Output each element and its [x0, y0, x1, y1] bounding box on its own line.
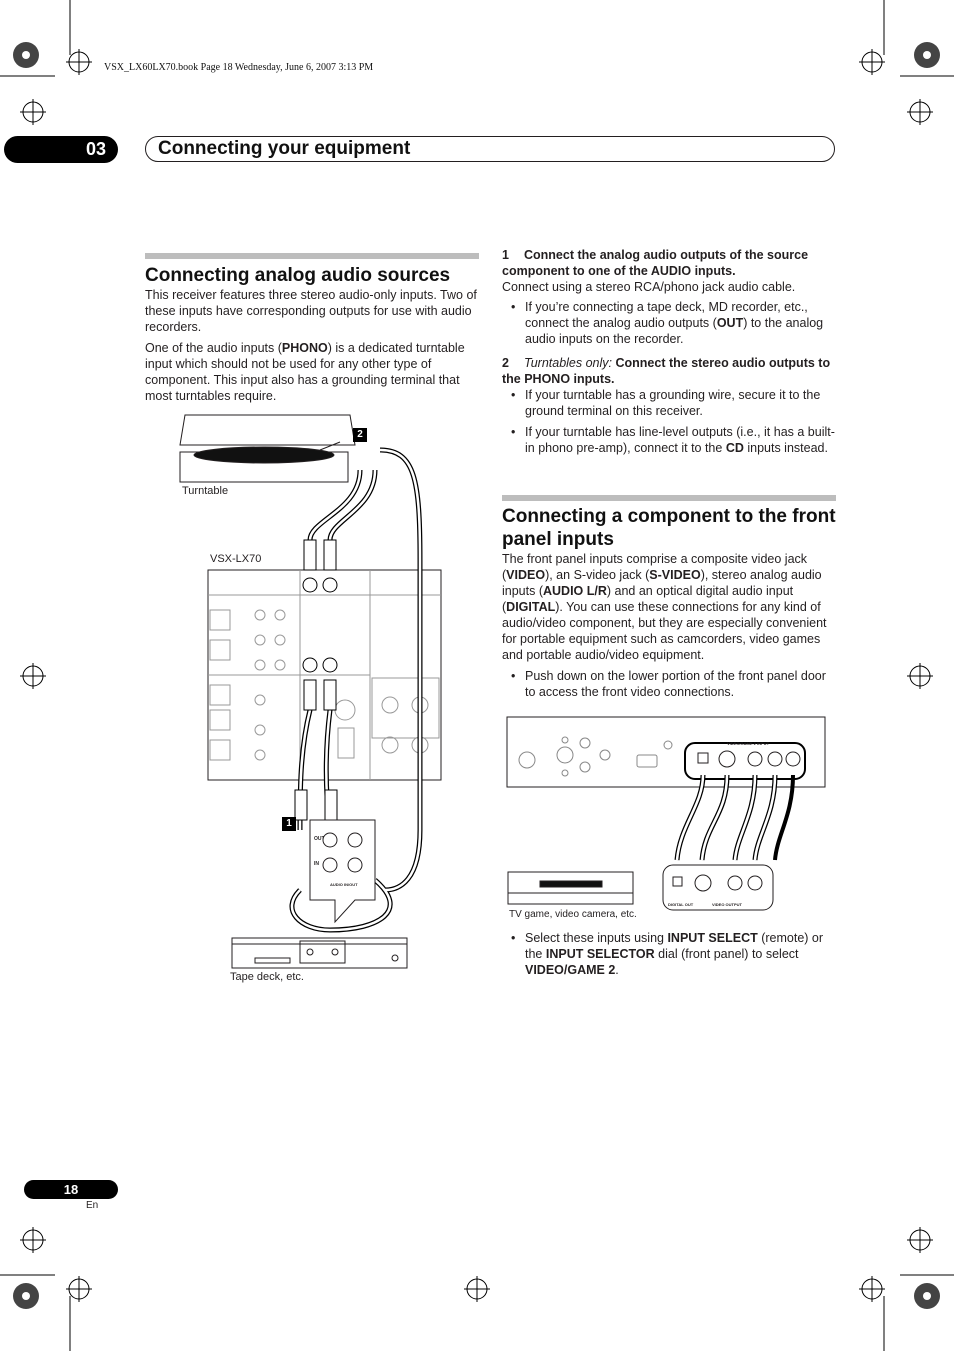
text: (remote) or the — [525, 931, 824, 961]
text: The front panel inputs comprise a composite video jack ( — [502, 552, 808, 582]
step-2-marker: 2 — [353, 428, 367, 442]
analog-intro — [145, 287, 479, 404]
tape-jack-out-label: OUT — [314, 836, 325, 842]
digital-term: DIGITAL — [506, 600, 556, 614]
text: ) and an optical digital audio input ( — [502, 584, 794, 614]
receiver-label: VSX-LX70 — [210, 553, 262, 565]
source-device-label: TV game, video camera, etc. — [509, 909, 637, 920]
text: One of the audio inputs ( — [145, 341, 282, 355]
text: ) is a dedicated turntable input which should not be used for any other type of component. This input also has a grounding terminal that most turntables require. — [145, 341, 465, 403]
push-door-bullet: • Push down on the lower portion of the front panel door to access the front video connections. — [502, 668, 836, 700]
text: If you’re connecting a tape deck, MD recorder, etc., connect the analog audio outputs ( — [525, 300, 808, 330]
step-2-bullet-2 — [502, 424, 836, 456]
chapter-title: Connecting your equipment — [158, 138, 411, 159]
section-rule-right — [502, 495, 836, 501]
text: Select these inputs using — [525, 931, 668, 945]
input-select-term: INPUT SELECT — [667, 931, 758, 945]
step-1-title: Connect the analog audio outputs of the source component to one of the AUDIO inputs. — [502, 248, 809, 278]
chapter-number: 03 — [4, 136, 118, 163]
section-rule-left — [145, 253, 479, 259]
step-2-qualifier: Turntables only: — [524, 356, 613, 370]
print-info: VSX_LX60LX70.book Page 18 Wednesday, June 6, 2007 3:13 PM — [104, 62, 374, 73]
front-panel-body — [502, 551, 836, 700]
analog-connection-diagram — [160, 410, 470, 990]
front-panel-diagram — [505, 715, 835, 920]
out-term: OUT — [716, 316, 744, 330]
front-panel-bullets — [502, 668, 836, 700]
video-term: VIDEO — [506, 568, 546, 582]
step-1-text: Connect using a stereo RCA/phono jack audio cable. — [502, 280, 796, 294]
text: dial (front panel) to select — [654, 947, 799, 961]
tape-deck-label: Tape deck, etc. — [230, 971, 304, 983]
step-2-heading — [502, 355, 836, 387]
text: ). You can use these connections for any kind of audio/video component, but they are especially convenient for portable equipment such as camcorders, video games and portable audio/video equipment. — [502, 600, 827, 662]
select-input-bullets — [502, 930, 836, 978]
text: inputs instead. — [743, 441, 828, 455]
phono-term: PHONO — [281, 341, 328, 355]
cd-term: CD — [725, 441, 744, 455]
input-selector-term: INPUT SELECTOR — [545, 947, 655, 961]
digital-out-label: DIGITAL OUT — [668, 902, 694, 907]
front-panel-paragraph — [502, 551, 836, 663]
page-language: En — [86, 1200, 99, 1211]
analog-paragraph-1: This receiver features three stereo audio-only inputs. Two of these inputs have corresponding outputs for use with audio recorders. — [145, 288, 477, 334]
select-input-bullet — [502, 930, 836, 978]
steps-block — [502, 247, 836, 456]
text: If your turntable has line-level outputs (i.e., it has a built-in phono pre-amp), connect it to the — [525, 425, 835, 455]
step-1-heading — [502, 247, 836, 279]
page-number: 18 — [24, 1180, 118, 1199]
step-1-marker: 1 — [282, 817, 296, 831]
text: ), stereo analog audio inputs ( — [502, 568, 822, 598]
front-panel-input-label: VIDEO/GAME 2 INPUT — [727, 741, 770, 746]
text: . — [615, 963, 619, 977]
step-2-bullets — [502, 387, 836, 456]
tape-jack-bottom-label: AUDIO IN/OUT — [330, 882, 358, 887]
analog-paragraph-2 — [145, 340, 479, 404]
step-1-bullet — [502, 299, 836, 347]
text: ) to the analog audio inputs on the recorder. — [525, 316, 824, 346]
text: ), an S-video jack ( — [545, 568, 650, 582]
section-heading-front-panel: Connecting a component to the front panel inputs — [502, 506, 836, 550]
audio-lr-term: AUDIO L/R — [543, 584, 607, 598]
s-video-term: S-VIDEO — [649, 568, 701, 582]
step-1-number: 1 — [502, 248, 509, 262]
step-2-title: Connect the stereo audio outputs to the PHONO inputs. — [502, 356, 831, 386]
step-1-bullets — [502, 299, 836, 347]
tape-jack-in-label: IN — [314, 861, 319, 867]
video-output-label: VIDEO OUTPUT — [712, 902, 743, 907]
select-input-block — [502, 930, 836, 978]
video-game-2-term: VIDEO/GAME 2 — [525, 963, 616, 977]
step-2-bullet-1: • If your turntable has a grounding wire, secure it to the ground terminal on this receiver. — [502, 387, 836, 419]
turntable-label: Turntable — [182, 485, 229, 497]
section-heading-analog: Connecting analog audio sources — [145, 265, 451, 286]
step-2-number: 2 — [502, 356, 509, 370]
